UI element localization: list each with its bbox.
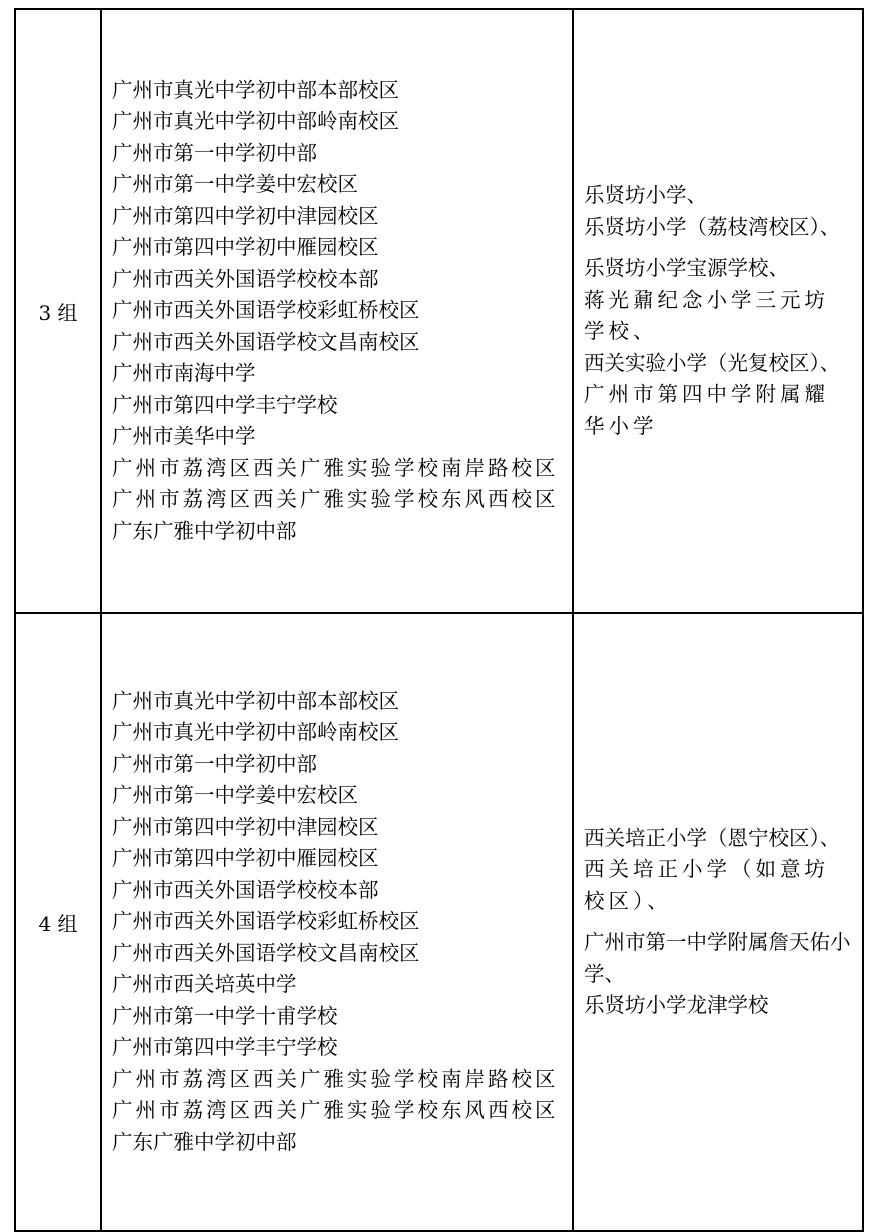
list-item: 广州市第一中学初中部 <box>112 140 317 165</box>
list-item: 广州市南海中学 <box>112 361 256 386</box>
primary-school-list <box>584 180 852 442</box>
list-item: 广州市荔湾区西关广雅实验学校南岸路校区 <box>112 455 559 480</box>
list-item: 广州市西关外国语学校校本部 <box>112 877 379 902</box>
list-item: 广州市第四中学丰宁学校 <box>112 1035 338 1060</box>
middle-school-cell <box>101 9 573 613</box>
group-label: 3 组 <box>15 9 101 613</box>
middle-school-list <box>112 75 562 548</box>
list-item: 广州市第一中学初中部 <box>112 751 317 776</box>
list-item: 乐贤坊小学龙津学校 <box>584 993 769 1017</box>
middle-school-list <box>112 686 562 1159</box>
list-item: 广州市真光中学初中部本部校区 <box>112 688 399 713</box>
list-item: 广州市第四中学丰宁学校 <box>112 392 338 417</box>
list-item: 广州市第一中学姜中宏校区 <box>112 172 358 197</box>
list-item: 乐贤坊小学、 <box>584 183 707 207</box>
list-item: 广州市美华中学 <box>112 424 256 449</box>
list-item: 广州市西关外国语学校文昌南校区 <box>112 329 420 354</box>
list-item: 广州市西关外国语学校彩虹桥校区 <box>112 909 420 934</box>
list-item: 广州市第四中学初中津园校区 <box>112 203 379 228</box>
list-item: 广州市西关培英中学 <box>112 972 297 997</box>
primary-school-cell <box>573 613 863 1231</box>
list-item: 广州市第一中学十甫学校 <box>112 1003 338 1028</box>
list-item: 广东广雅中学初中部 <box>112 1129 297 1154</box>
primary-school-cell <box>573 9 863 613</box>
list-item: 广东广雅中学初中部 <box>112 518 297 543</box>
list-item: 广州市第四中学初中津园校区 <box>112 814 379 839</box>
list-item: 广州市荔湾区西关广雅实验学校南岸路校区 <box>112 1066 559 1091</box>
primary-school-list <box>584 823 852 1022</box>
list-item: 广州市第一中学附属詹天佑小学、 <box>584 930 851 986</box>
list-item: 西关培正小学（如意坊校区）、 <box>584 857 829 913</box>
list-item: 西关培正小学（恩宁校区）、 <box>584 825 841 850</box>
list-item: 广州市真光中学初中部岭南校区 <box>112 109 399 134</box>
middle-school-cell <box>101 613 573 1231</box>
list-item: 广州市西关外国语学校彩虹桥校区 <box>112 298 420 323</box>
list-item: 广州市西关外国语学校文昌南校区 <box>112 940 420 965</box>
list-item: 广州市第四中学附属耀华小学 <box>584 382 829 438</box>
list-item: 广州市第四中学初中雁园校区 <box>112 846 379 871</box>
list-item: 乐贤坊小学宝源学校、 <box>584 256 789 280</box>
list-item: 广州市真光中学初中部本部校区 <box>112 77 399 102</box>
list-item: 广州市真光中学初中部岭南校区 <box>112 720 399 745</box>
school-table <box>14 8 864 1232</box>
list-item: 西关实验小学（光复校区）、 <box>584 350 841 375</box>
table-row <box>15 9 863 613</box>
group-label: 4 组 <box>15 613 101 1231</box>
list-item: 广州市第一中学姜中宏校区 <box>112 783 358 808</box>
list-item: 乐贤坊小学（荔枝湾校区）、 <box>584 214 841 239</box>
list-item: 广州市西关外国语学校校本部 <box>112 266 379 291</box>
list-item: 广州市第四中学初中雁园校区 <box>112 235 379 260</box>
list-item: 广州市荔湾区西关广雅实验学校东风西校区 <box>112 1098 559 1123</box>
table-row <box>15 613 863 1231</box>
list-item: 蒋光鼐纪念小学三元坊学校、 <box>584 287 829 343</box>
list-item: 广州市荔湾区西关广雅实验学校东风西校区 <box>112 487 559 512</box>
